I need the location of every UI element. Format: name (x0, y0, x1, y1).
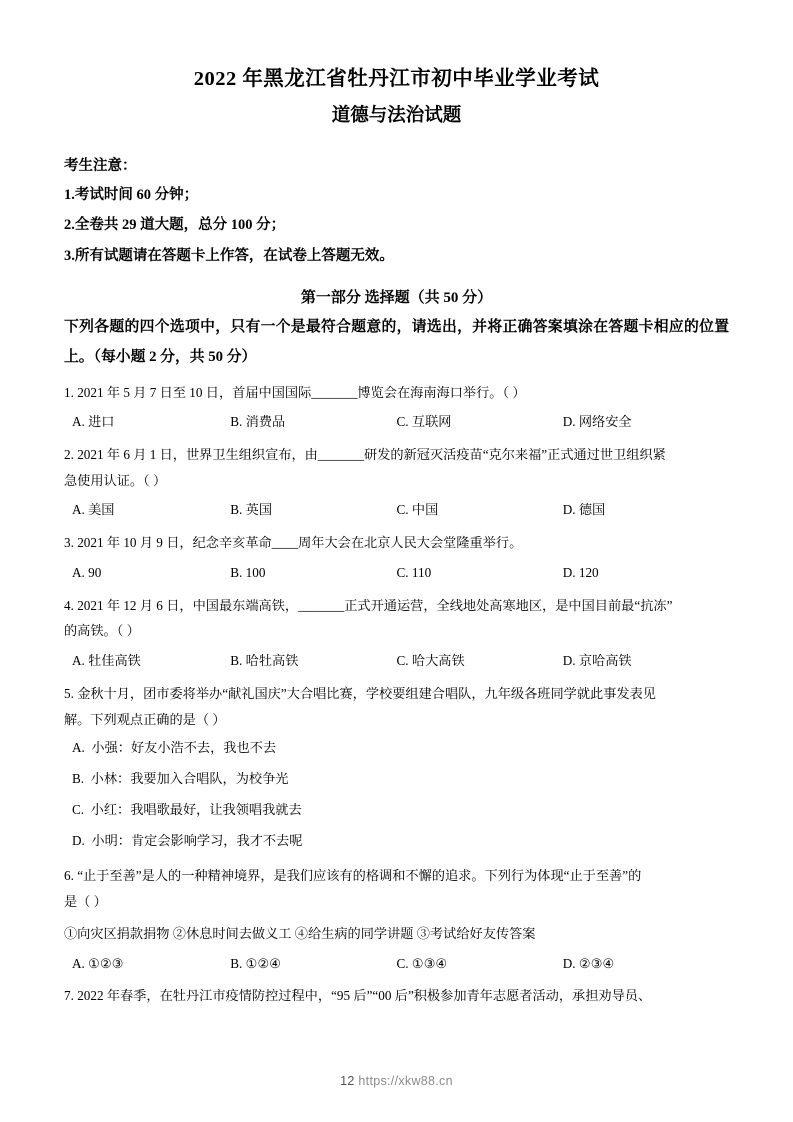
notice-item-1: 1.考试时间 60 分钟； (64, 187, 199, 204)
question-options (64, 497, 729, 523)
page-watermark (0, 1074, 793, 1088)
option-c[interactable]: C. 110 (396, 564, 432, 580)
question-options (64, 648, 729, 674)
notice-item-2: 2.全卷共 29 道大题，总分 100 分； (64, 217, 286, 234)
question-stem: 1. 2021 年 5 月 7 日至 10 日，首届中国国际_______博览会在海南海口举行。（ ） (64, 384, 526, 400)
notice-heading: 考生注意： (64, 157, 137, 174)
question-stem: 4. 2021 年 12 月 6 日，中国最东端高铁，_______正式开通运营，全线地处高寒地区，是中国目前最“抗冻” (64, 597, 673, 613)
option-a[interactable]: A. ①②③ (72, 955, 124, 971)
option-b[interactable]: B. 小林：我要加入合唱队，为校争光 (72, 771, 289, 787)
option-c[interactable]: C. 小红：我唱歌最好，让我领唱我就去 (72, 802, 302, 818)
option-a[interactable]: A. 90 (72, 564, 102, 580)
option-d[interactable]: D. 小明：肯定会影响学习，我才不去呢 (72, 833, 303, 849)
option-b[interactable]: B. 100 (230, 564, 266, 580)
option-c[interactable]: C. 哈大高铁 (396, 653, 465, 669)
question-stem-continued: 是（ ） (64, 894, 107, 910)
question-stem: 2. 2021 年 6 月 1 日，世界卫生组织宣布，由_______研发的新冠灭活疫苗“克尔来福”正式通过世卫组织紧 (64, 447, 666, 463)
option-a[interactable]: A. 小强：好友小浩不去，我也不去 (72, 740, 277, 756)
watermark-url: https://xkw88.cn (358, 1074, 453, 1088)
question-item (64, 442, 729, 523)
question-item (64, 983, 729, 1009)
option-a[interactable]: A. 美国 (72, 502, 115, 518)
question-options (64, 951, 729, 977)
option-b[interactable]: B. 哈牡高铁 (230, 653, 299, 669)
option-d[interactable]: D. 网络安全 (562, 414, 632, 430)
question-stem: 7. 2022 年春季，在牡丹江市疫情防控过程中，“95 后”“00 后”积极参加青年志愿者活动，承担劝导员、 (64, 988, 652, 1004)
question-statement-list: ①向灾区捐款捐物 ②休息时间去做义工 ④给生病的同学讲题 ③考试给好友传答案 (64, 925, 536, 941)
question-stem: 5. 金秋十月，团市委将举办“献礼国庆”大合唱比赛，学校要组建合唱队，九年级各班同学就此事发表见 (64, 685, 656, 701)
option-c[interactable]: C. 中国 (396, 502, 439, 518)
question-stem: 6. “止于至善”是人的一种精神境界，是我们应该有的格调和不懈的追求。下列行为体现“止于至善”的 (64, 868, 642, 884)
option-a[interactable]: A. 牡佳高铁 (72, 653, 141, 669)
section-instruction: 下列各题的四个选项中，只有一个是最符合题意的，请选出，并将正确答案填涂在答题卡相应的位置上。（每小题 2 分，共 50 分） (64, 319, 729, 365)
option-d[interactable]: D. ②③④ (562, 955, 615, 971)
option-b[interactable]: B. ①②④ (230, 955, 282, 971)
question-stem-continued: 急使用认证。（ ） (64, 472, 167, 488)
option-d[interactable]: D. 120 (562, 564, 599, 580)
option-d[interactable]: D. 京哈高铁 (562, 653, 632, 669)
option-b[interactable]: B. 英国 (230, 502, 273, 518)
question-item (64, 593, 729, 674)
notice-item-3: 3.所有试题请在答题卡上作答，在试卷上答题无效。 (64, 247, 394, 264)
question-options (64, 409, 729, 435)
option-d[interactable]: D. 德国 (562, 502, 606, 518)
page-title-line1: 2022 年黑龙江省牡丹江市初中毕业学业考试 (193, 68, 600, 90)
page-number: 12 (340, 1074, 355, 1088)
question-item (64, 380, 729, 435)
option-c[interactable]: C. 互联网 (396, 414, 452, 430)
section-heading: 第一部分 选择题（共 50 分） (300, 290, 493, 307)
question-item (64, 681, 729, 857)
page-title-line2: 道德与法治试题 (331, 105, 462, 126)
question-item (64, 863, 729, 976)
option-b[interactable]: B. 消费品 (230, 414, 286, 430)
question-stem-continued: 解。下列观点正确的是（ ） (64, 711, 226, 727)
question-stem-continued: 的高铁。（ ） (64, 623, 140, 639)
question-item (64, 530, 729, 585)
option-c[interactable]: C. ①③④ (396, 955, 448, 971)
question-options (64, 732, 729, 856)
question-stem: 3. 2021 年 10 月 9 日，纪念辛亥革命____周年大会在北京人民大会堂隆重举行。 (64, 535, 523, 551)
question-options (64, 560, 729, 586)
option-a[interactable]: A. 进口 (72, 414, 115, 430)
